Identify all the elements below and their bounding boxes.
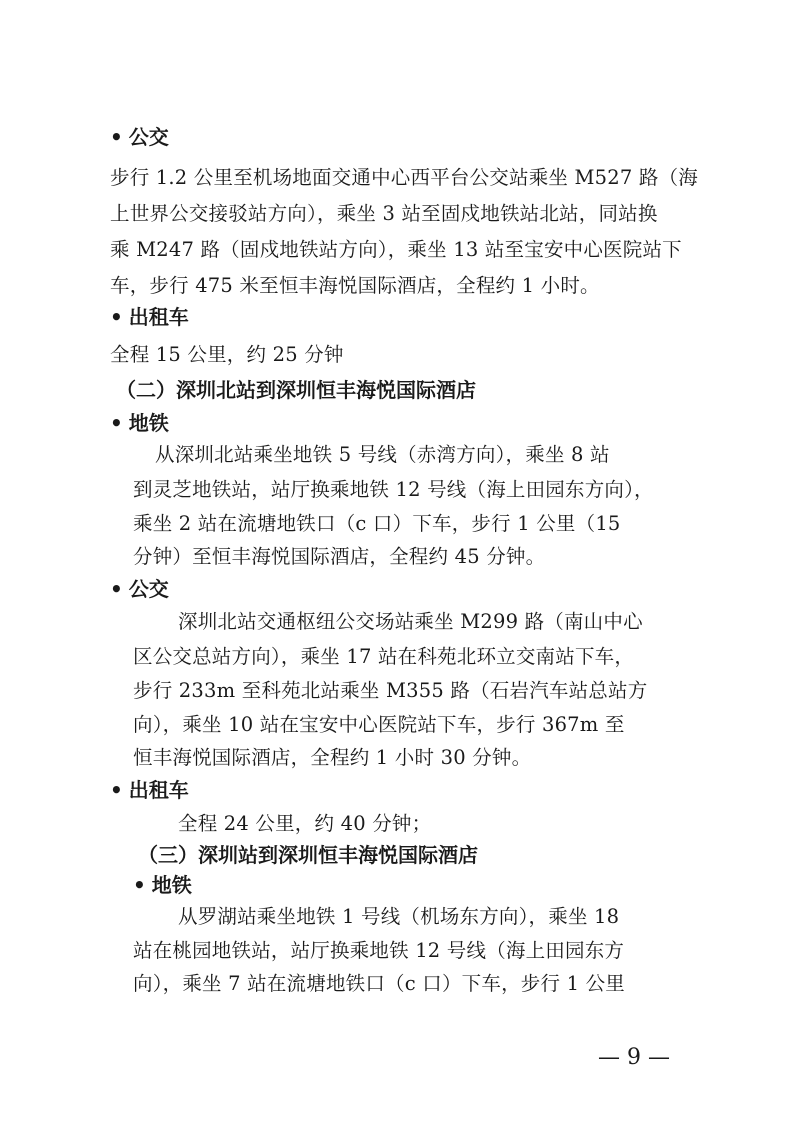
bullet-airport-bus <box>110 125 169 149</box>
bullet-dot-icon: • <box>110 577 123 601</box>
section-heading-north: （二）深圳北站到深圳恒丰海悦国际酒店 <box>116 378 476 402</box>
paragraph-line: 全程 15 公里，约 25 分钟 <box>110 343 344 366</box>
bullet-airport-taxi <box>110 305 189 329</box>
bullet-shenzhen-metro <box>133 873 192 897</box>
paragraph-line: 从罗湖站乘坐地铁 1 号线（机场东方向），乘坐 18 <box>178 905 620 928</box>
paragraph-line: 从深圳北站乘坐地铁 5 号线（赤湾方向），乘坐 8 站 <box>155 443 610 466</box>
bullet-title: 地铁 <box>151 873 192 897</box>
paragraph-line: 全程 24 公里，约 40 分钟； <box>178 812 432 835</box>
bullet-north-taxi <box>110 778 189 802</box>
bullet-dot-icon: • <box>110 778 123 802</box>
paragraph-line: 区公交总站方向），乘坐 17 站在科苑北环立交南站下车， <box>133 645 635 668</box>
section-heading-shenzhen: （三）深圳站到深圳恒丰海悦国际酒店 <box>138 843 478 867</box>
bullet-title: 地铁 <box>128 411 169 435</box>
bullet-dot-icon: • <box>110 305 123 329</box>
bullet-dot-icon: • <box>110 411 123 435</box>
paragraph-line: 上世界公交接驳站方向），乘坐 3 站至固戍地铁站北站，同站换 <box>110 202 658 225</box>
page-number: — 9 — <box>598 1045 670 1070</box>
bullet-title: 出租车 <box>128 778 189 802</box>
paragraph-line: 向），乘坐 7 站在流塘地铁口（c 口）下车，步行 1 公里 <box>133 972 625 995</box>
paragraph-line: 向），乘坐 10 站在宝安中心医院站下车，步行 367m 至 <box>133 713 625 736</box>
bullet-title: 公交 <box>128 125 169 149</box>
paragraph-line: 站在桃园地铁站，站厅换乘地铁 12 号线（海上田园东方 <box>133 939 625 962</box>
bullet-dot-icon: • <box>110 125 123 149</box>
bullet-north-metro <box>110 411 169 435</box>
bullet-dot-icon: • <box>133 873 146 897</box>
bullet-title: 公交 <box>128 577 169 601</box>
paragraph-line: 到灵芝地铁站，站厅换乘地铁 12 号线（海上田园东方向）， <box>133 478 654 501</box>
bullet-north-bus <box>110 577 169 601</box>
paragraph-line: 恒丰海悦国际酒店，全程约 1 小时 30 分钟。 <box>133 746 532 769</box>
bullet-title: 出租车 <box>128 305 189 329</box>
paragraph-line: 分钟）至恒丰海悦国际酒店，全程约 45 分钟。 <box>133 545 546 568</box>
paragraph-line: 深圳北站交通枢纽公交场站乘坐 M299 路（南山中心 <box>178 610 643 633</box>
paragraph-line: 步行 1.2 公里至机场地面交通中心西平台公交站乘坐 M527 路（海 <box>110 166 698 189</box>
paragraph-line: 车，步行 475 米至恒丰海悦国际酒店，全程约 1 小时。 <box>110 274 600 297</box>
paragraph-line: 步行 233m 至科苑北站乘坐 M355 路（石岩汽车站总站方 <box>133 679 648 702</box>
paragraph-line: 乘 M247 路（固戍地铁站方向），乘坐 13 站至宝安中心医院站下 <box>110 238 682 261</box>
paragraph-line: 乘坐 2 站在流塘地铁口（c 口）下车，步行 1 公里（15 <box>133 512 621 535</box>
